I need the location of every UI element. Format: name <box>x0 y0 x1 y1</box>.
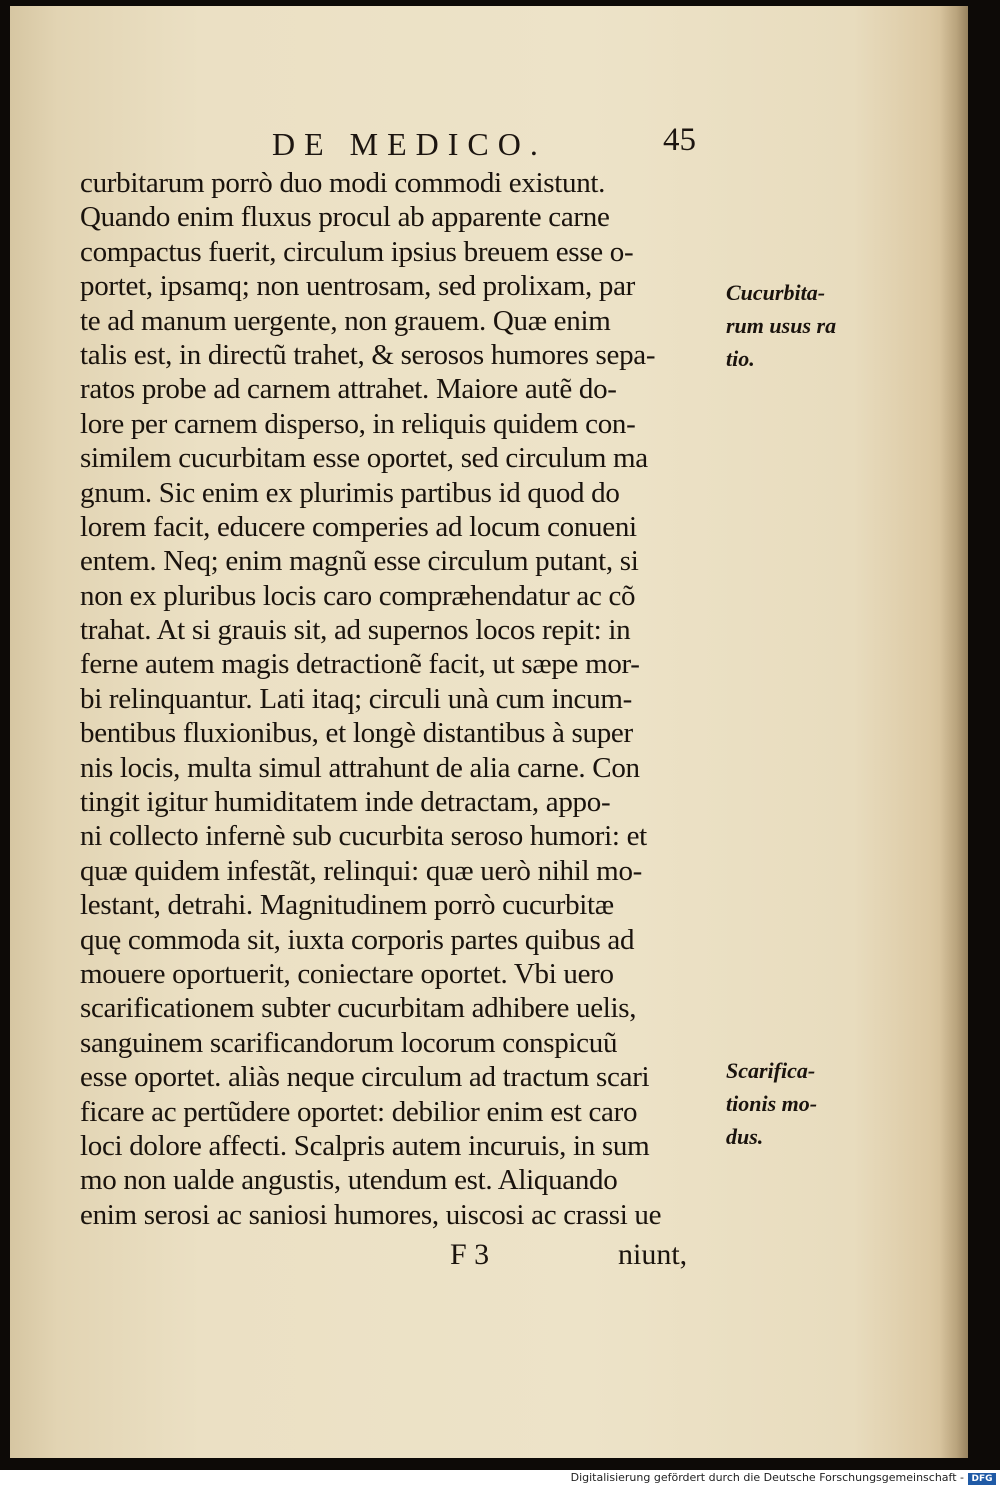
text-line: esse oportet. aliàs neque circulum ad tractum scari <box>80 1061 650 1094</box>
text-line: nis locis, multa simul attrahunt de alia carne. Con <box>80 751 640 784</box>
marginal-note-scarificationis <box>726 1054 817 1153</box>
text-line: mo non ualde angustis, utendum est. Aliquando <box>80 1164 618 1197</box>
text-line: ficare ac pertũdere oportet: debilior enim est caro <box>80 1095 638 1128</box>
text-line: sanguinem scarificandorum locorum conspicuũ <box>80 1026 618 1059</box>
page-number: 45 <box>663 122 696 158</box>
text-line: scarificationem subter cucurbitam adhibere uelis, <box>80 992 637 1025</box>
text-line: non ex pluribus locis caro compræhendatur ac cõ <box>80 579 636 612</box>
dfg-logo-icon: DFG <box>968 1473 996 1485</box>
text-line: lestant, detrahi. Magnitudinem porrò cucurbitæ <box>80 889 614 922</box>
text-line: tingit igitur humiditatem inde detractam, appo- <box>80 786 611 819</box>
marginal-note-line: tionis mo- <box>726 1091 818 1116</box>
marginal-note-line: dus. <box>726 1124 764 1149</box>
marginal-note-line: Scarifica- <box>726 1058 816 1083</box>
text-line: bi relinquantur. Lati itaq; circuli unà cum incum- <box>80 682 632 715</box>
text-line: portet, ipsamq; non uentrosam, sed prolixam, par <box>80 270 636 303</box>
text-line: lore per carnem disperso, in reliquis quidem con- <box>80 407 636 440</box>
marginal-note-line: tio. <box>726 346 755 371</box>
text-line: Quando enim fluxus procul ab apparente carne <box>80 201 610 234</box>
book-page <box>10 6 968 1458</box>
funding-credit: Digitalisierung gefördert durch die Deutsche Forschungsgemeinschaft - <box>570 1471 964 1484</box>
text-line: mouere oportuerit, coniectare oportet. Vbi uero <box>80 957 614 990</box>
text-line: lorem facit, educere comperies ad locum conueni <box>80 510 637 543</box>
text-line: curbitarum porrò duo modi commodi existunt. <box>80 167 606 199</box>
text-line: enim serosi ac saniosi humores, uiscosi ac crassi ue <box>80 1198 662 1231</box>
page-foot <box>10 1238 730 1278</box>
footer-bar <box>0 1470 1000 1488</box>
running-head: DE MEDICO. <box>272 126 547 162</box>
catchword: niunt, <box>618 1238 688 1271</box>
marginal-note-line: rum usus ra <box>726 313 837 338</box>
text-line: te ad manum uergente, non grauem. Quæ enim <box>80 304 611 337</box>
text-line: ratos probe ad carnem attrahet. Maiore autẽ do- <box>80 373 617 406</box>
page-gutter-shadow <box>940 6 968 1458</box>
marginal-note-line: Cucurbita- <box>726 280 826 305</box>
text-line: loci dolore affecti. Scalpris autem incuruis, in sum <box>80 1129 650 1162</box>
body-text <box>80 166 730 1232</box>
text-line: trahat. At si grauis sit, ad supernos locos repit: in <box>80 614 631 647</box>
signature-mark: F 3 <box>450 1238 490 1271</box>
text-line: ferne autem magis detractionẽ facit, ut sæpe mor- <box>80 648 640 681</box>
text-line: quæ quidem infestãt, relinqui: quæ uerò nihil mo- <box>80 854 643 887</box>
text-line: bentibus fluxionibus, et longè distantibus à super <box>80 717 633 750</box>
marginal-note-cucurbitarum <box>726 276 836 375</box>
text-line: compactus fuerit, circulum ipsius breuem esse o- <box>80 235 634 268</box>
text-line: gnum. Sic enim ex plurimis partibus id quod do <box>80 476 620 509</box>
text-line: quę commoda sit, iuxta corporis partes quibus ad <box>80 923 635 956</box>
text-line: similem cucurbitam esse oportet, sed circulum ma <box>80 442 648 475</box>
text-line: entem. Neq; enim magnũ esse circulum putant, si <box>80 545 639 578</box>
text-line: ni collecto infernè sub cucurbita seroso humori: et <box>80 820 647 853</box>
text-line: talis est, in directũ trahet, & serosos humores sepa- <box>80 338 656 371</box>
